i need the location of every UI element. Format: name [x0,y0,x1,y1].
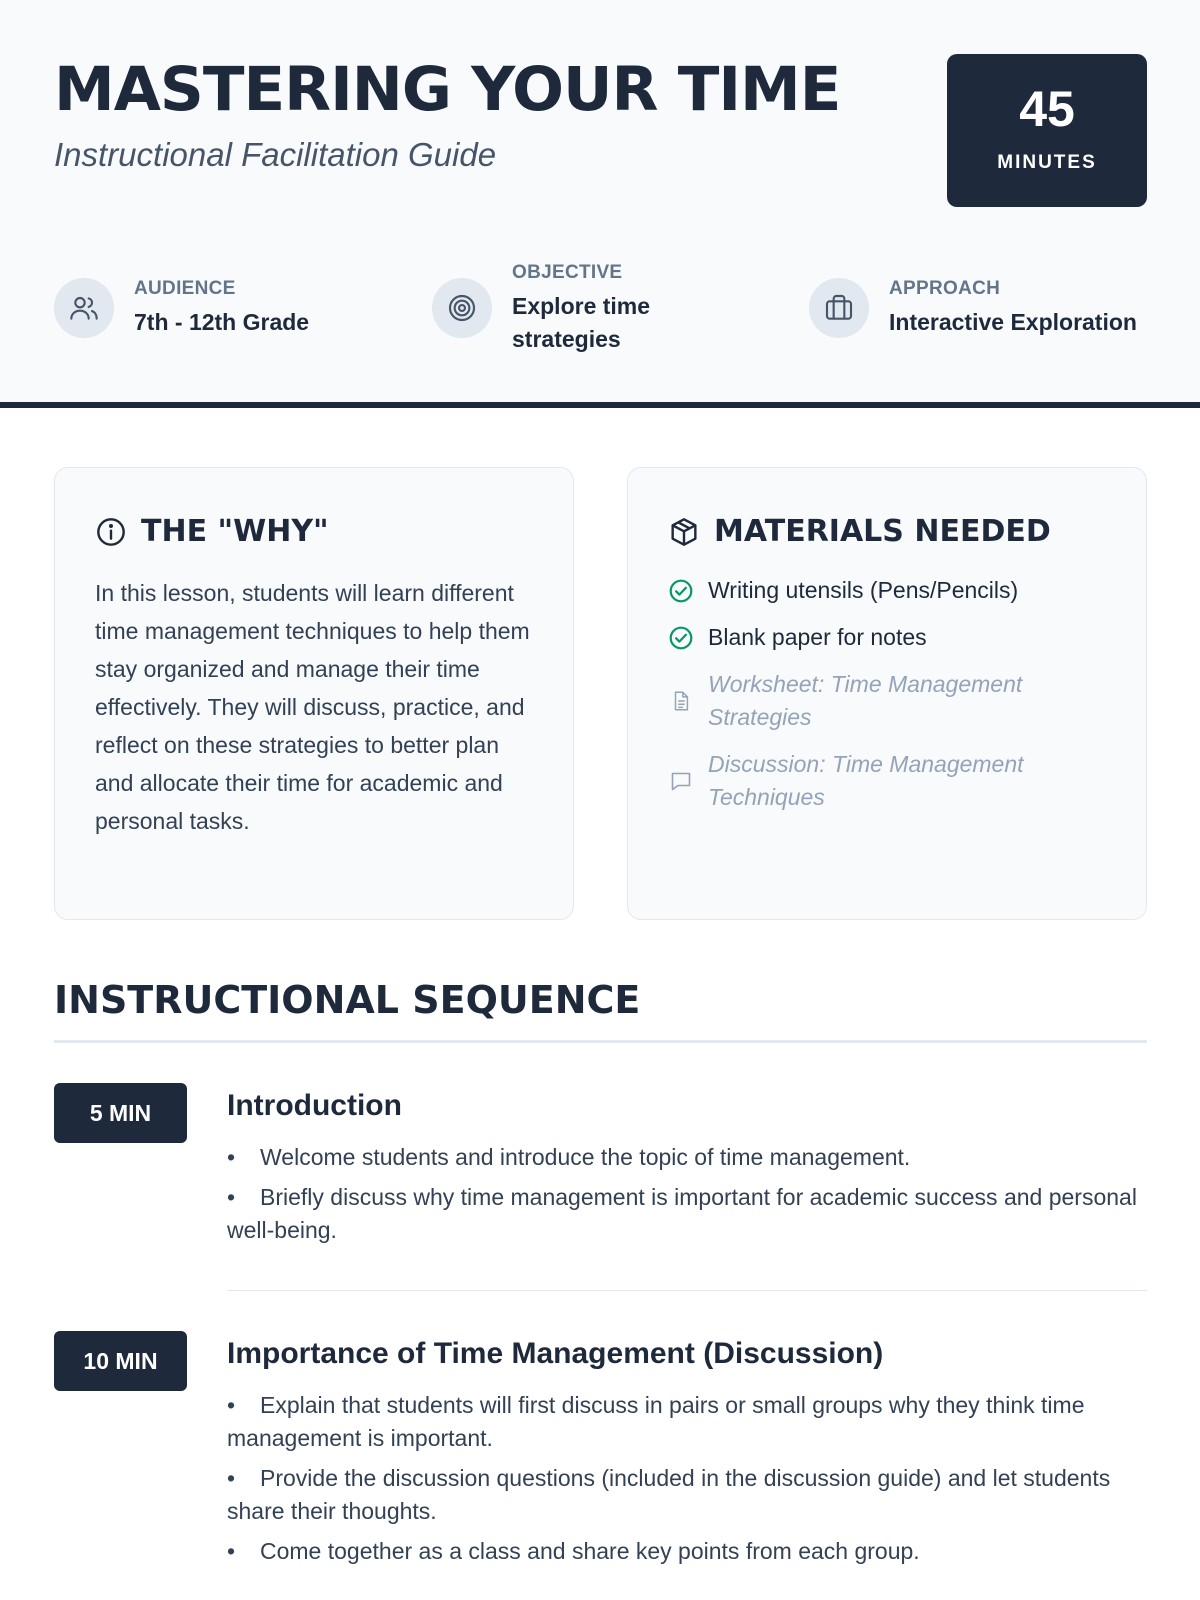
step-title: Importance of Time Management (Discussion) [227,1337,884,1370]
why-heading-text: THE "WHY" [141,514,329,549]
document-icon [668,668,694,734]
step-body [227,1083,1147,1254]
list-item: • Come together as a class and share key points from each group. [227,1538,920,1564]
meta-value: 7th - 12th Grade [134,309,310,335]
step-title: Introduction [227,1089,402,1122]
package-icon [668,516,700,548]
list-item [668,574,1118,607]
list-item-worksheet[interactable] [668,668,1118,734]
briefcase-icon [809,278,869,338]
list-item: • Welcome students and introduce the topic of time management. [227,1144,911,1170]
materials-heading [668,514,1051,549]
materials-heading-text: MATERIALS NEEDED [714,514,1051,549]
meta-label: AUDIENCE [134,278,236,299]
sequence-heading: INSTRUCTIONAL SEQUENCE [54,978,641,1022]
users-icon [54,278,114,338]
divider [54,1040,1147,1043]
lesson-header [0,0,1200,408]
step-bullets [227,1389,1147,1568]
divider [227,1290,1147,1291]
materials-list [668,574,1118,828]
step-bullets [227,1141,1147,1247]
meta-value: Explore time strategies [512,293,651,352]
meta-label: APPROACH [889,278,1001,299]
materials-card [627,467,1147,920]
duration-value: 45 [1019,81,1075,137]
target-icon [432,278,492,338]
list-item-discussion[interactable] [668,748,1118,814]
step-body [227,1331,1147,1575]
material-text: Blank paper for notes [708,624,927,650]
list-item: • Provide the discussion questions (included in the discussion guide) and let students share their thoughts. [227,1465,1111,1524]
bullet-text: Briefly discuss why time management is important for academic success and personal well-being. [227,1184,1137,1243]
time-badge: 5 MIN [54,1083,187,1143]
check-circle-icon [668,621,694,654]
duration-box [947,54,1147,207]
list-item [668,621,1118,654]
bullet-text: Welcome students and introduce the topic of time management. [260,1144,911,1170]
list-item: • Explain that students will first discuss in pairs or small groups why they think time management is important. [227,1392,1085,1451]
list-item: • Briefly discuss why time management is important for academic success and personal well-being. [227,1184,1137,1243]
chat-icon [668,748,694,814]
meta-value: Interactive Exploration [889,309,1137,335]
bullet-text: Explain that students will first discuss in pairs or small groups why they think time management is important. [227,1392,1085,1451]
material-text: Discussion: Time Management Techniques [708,751,1024,810]
time-badge: 10 MIN [54,1331,187,1391]
why-card [54,467,574,920]
meta-label: OBJECTIVE [512,262,623,283]
material-text: Worksheet: Time Management Strategies [708,671,1023,730]
check-circle-icon [668,574,694,607]
meta-approach [809,278,1159,339]
why-text: In this lesson, students will learn different time management techniques to help them stay organized and manage their time effectively. They will discuss, practice, and reflect on these strategies to better plan and allocate their time for academic and personal tasks. [95,580,530,834]
page-title: MASTERING YOUR TIME [54,54,841,125]
why-heading [95,514,329,549]
meta-objective [432,262,692,356]
page-subtitle: Instructional Facilitation Guide [54,136,497,173]
duration-unit: MINUTES [997,152,1097,173]
meta-audience [54,278,374,339]
bullet-text: Come together as a class and share key points from each group. [260,1538,920,1564]
material-text: Writing utensils (Pens/Pencils) [708,577,1019,603]
info-icon [95,516,127,548]
bullet-text: Provide the discussion questions (included in the discussion guide) and let students share their thoughts. [227,1465,1111,1524]
